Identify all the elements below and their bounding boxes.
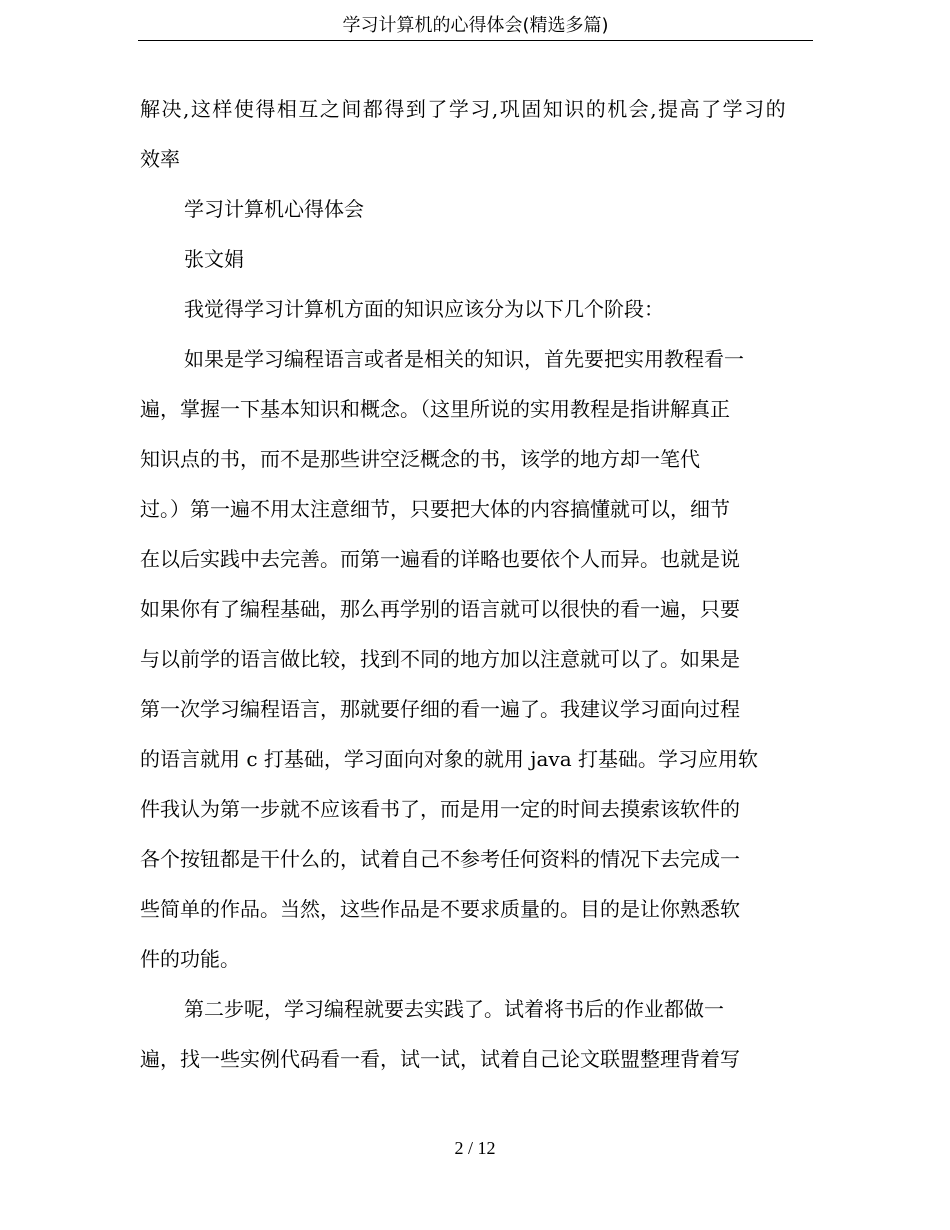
text-line: 件的功能。 <box>140 947 240 971</box>
text-line: 如果是学习编程语言或者是相关的知识，首先要把实用教程看一 <box>184 347 744 371</box>
page-header <box>138 0 813 41</box>
text-line: 遍，找一些实例代码看一看，试一试，试着自己论文联盟整理背着写 <box>140 1047 740 1071</box>
text-line: 如果你有了编程基础，那么再学别的语言就可以很快的看一遍，只要 <box>140 597 740 621</box>
article-title: 学习计算机心得体会 <box>184 197 364 221</box>
text-line: 在以后实践中去完善。而第一遍看的详略也要依个人而异。也就是说 <box>140 547 740 571</box>
text-line: 与以前学的语言做比较，找到不同的地方加以注意就可以了。如果是 <box>140 647 740 671</box>
text-line: 解决,这样使得相互之间都得到了学习,巩固知识的机会,提高了学习的 <box>140 97 788 121</box>
text-line: 第一次学习编程语言，那就要仔细的看一遍了。我建议学习面向过程 <box>140 697 740 721</box>
document-body <box>140 84 812 1084</box>
document-title: 学习计算机的心得体会(精选多篇) <box>342 15 609 36</box>
text-line: 知识点的书，而不是那些讲空泛概念的书，该学的地方却一笔代 <box>140 447 700 471</box>
text-line: 件我认为第一步就不应该看书了，而是用一定的时间去摸索该软件的 <box>140 797 740 821</box>
page-number: 2 / 12 <box>454 1138 496 1158</box>
text-line: 过。）第一遍不用太注意细节，只要把大体的内容搞懂就可以，细节 <box>140 497 730 521</box>
text-line: 效率 <box>140 147 180 171</box>
text-line: 的语言就用 c 打基础，学习面向对象的就用 java 打基础。学习应用软 <box>140 747 758 771</box>
text-line: 遍，掌握一下基本知识和概念。（这里所说的实用教程是指讲解真正 <box>140 397 730 421</box>
text-line: 我觉得学习计算机方面的知识应该分为以下几个阶段： <box>184 297 664 321</box>
text-line: 些简单的作品。当然，这些作品是不要求质量的。目的是让你熟悉软 <box>140 897 740 921</box>
text-line: 各个按钮都是干什么的，试着自己不参考任何资料的情况下去完成一 <box>140 847 740 871</box>
text-line: 第二步呢，学习编程就要去实践了。试着将书后的作业都做一 <box>184 997 724 1021</box>
author-name: 张文娟 <box>184 247 244 271</box>
